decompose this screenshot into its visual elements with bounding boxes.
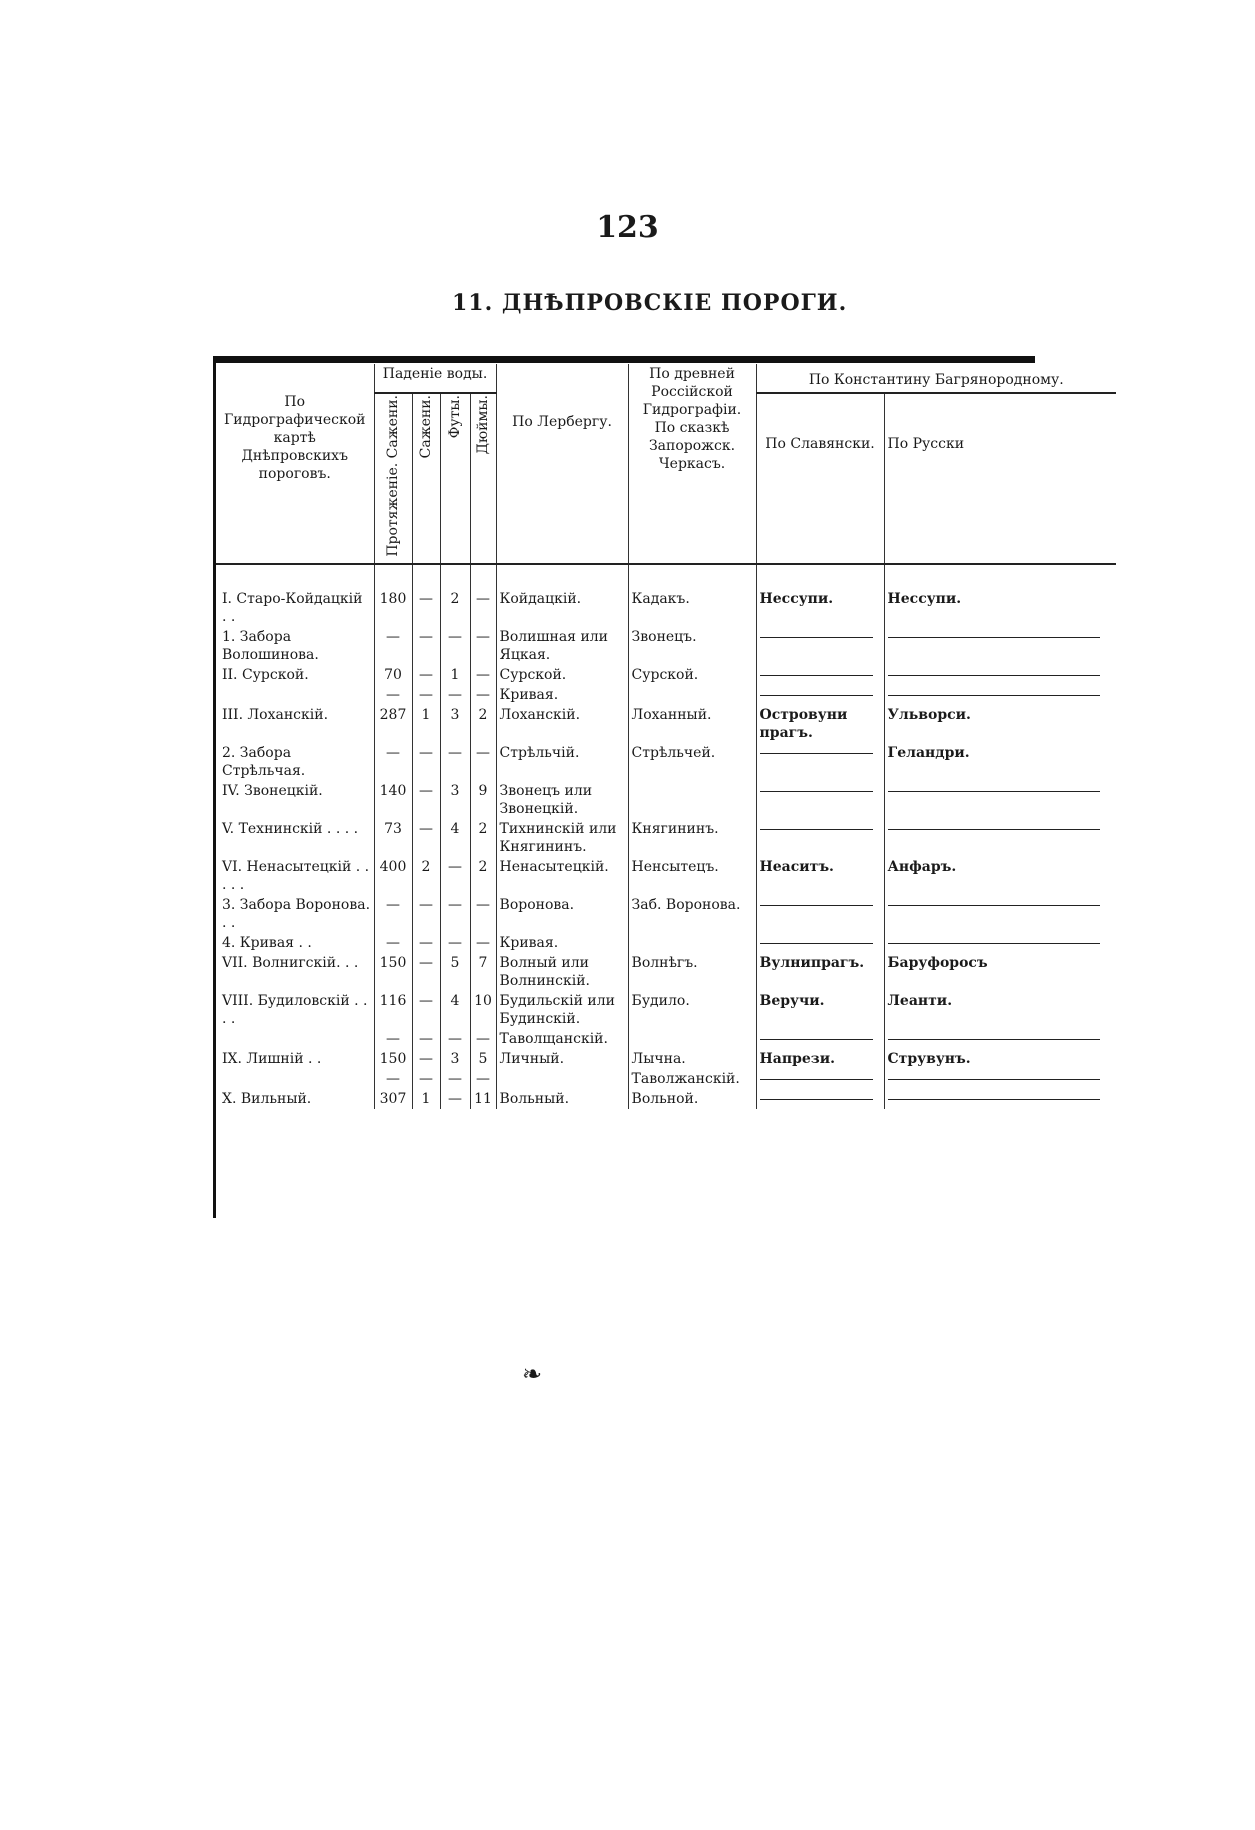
row-sazheni: — bbox=[412, 819, 440, 857]
row-slavonic: Островуни прагъ. bbox=[756, 705, 884, 743]
row-name: 3. Забора Воронова. . . bbox=[216, 895, 374, 933]
row-lerberg: Стрѣльчій. bbox=[496, 743, 628, 781]
row-sazheni: 1 bbox=[412, 1089, 440, 1109]
row-feet: — bbox=[440, 743, 470, 781]
row-ancient: Вольной. bbox=[628, 1089, 756, 1109]
row-length: — bbox=[374, 895, 412, 933]
row-inches: — bbox=[470, 933, 496, 953]
row-slavonic bbox=[756, 627, 884, 665]
row-length: 150 bbox=[374, 953, 412, 991]
row-ancient bbox=[628, 1029, 756, 1049]
row-inches: — bbox=[470, 743, 496, 781]
row-russian: Леанти. bbox=[887, 992, 953, 1009]
row-feet: — bbox=[440, 933, 470, 953]
row-russian: Ульворси. bbox=[887, 706, 971, 723]
row-ancient: Звонецъ. bbox=[628, 627, 756, 665]
row-russian bbox=[884, 1029, 1116, 1049]
row-lerberg: Кривая. bbox=[496, 685, 628, 705]
header-fall-group: Паденіе воды. bbox=[374, 364, 496, 393]
row-lerberg: Сурской. bbox=[496, 665, 628, 685]
row-name: 4. Кривая . . bbox=[216, 933, 374, 953]
table-row bbox=[216, 665, 1116, 685]
row-russian: Баруфоросъ bbox=[887, 954, 988, 971]
table-row bbox=[216, 933, 1116, 953]
blank-rule bbox=[760, 637, 874, 638]
header-konstantin-group bbox=[756, 364, 1116, 393]
row-ancient: Лоханный. bbox=[628, 705, 756, 743]
header-russian bbox=[884, 393, 1116, 564]
row-length: 180 bbox=[374, 589, 412, 627]
header-hydrographic-map bbox=[216, 364, 374, 564]
blank-rule bbox=[760, 829, 874, 830]
row-russian bbox=[884, 1089, 1116, 1109]
row-russian: Струвунъ. bbox=[887, 1050, 971, 1067]
blank-rule bbox=[760, 943, 874, 944]
row-russian bbox=[884, 933, 1116, 953]
row-ancient: Княгининъ. bbox=[628, 819, 756, 857]
row-inches: — bbox=[470, 665, 496, 685]
spacer-cell bbox=[470, 564, 496, 589]
row-inches: — bbox=[470, 685, 496, 705]
row-ancient: Стрѣльчей. bbox=[628, 743, 756, 781]
table-spacer-row bbox=[216, 564, 1116, 589]
table-row bbox=[216, 1069, 1116, 1089]
row-russian: Анфаръ. bbox=[887, 858, 957, 875]
blank-rule bbox=[760, 1079, 874, 1080]
row-inches: 2 bbox=[470, 705, 496, 743]
blank-rule bbox=[888, 675, 1100, 676]
row-sazheni: 1 bbox=[412, 705, 440, 743]
blank-rule bbox=[760, 1099, 874, 1100]
blank-rule bbox=[888, 905, 1100, 906]
header-length-text: Протяженіе. Сажени. bbox=[385, 395, 401, 557]
spacer-cell bbox=[412, 564, 440, 589]
row-slavonic bbox=[756, 1069, 884, 1089]
row-feet: — bbox=[440, 1029, 470, 1049]
table-row bbox=[216, 991, 1116, 1029]
header-konstantin-text: По Константину Багрянородному. bbox=[808, 372, 1064, 388]
row-name: I. Старо-Койдацкій . . bbox=[216, 589, 374, 627]
row-ancient: Лычна. bbox=[628, 1049, 756, 1069]
header-slavonic-text: По Славянски. bbox=[765, 436, 875, 452]
row-sazheni: — bbox=[412, 589, 440, 627]
blank-rule bbox=[888, 943, 1100, 944]
row-slavonic bbox=[756, 895, 884, 933]
row-lerberg: Ненасытецкій. bbox=[496, 857, 628, 895]
row-ancient bbox=[628, 933, 756, 953]
row-name: IX. Лишній . . bbox=[216, 1049, 374, 1069]
row-sazheni: — bbox=[412, 781, 440, 819]
row-russian: Геландри. bbox=[887, 744, 970, 761]
row-name bbox=[216, 1069, 374, 1089]
row-russian bbox=[884, 665, 1116, 685]
row-russian bbox=[884, 685, 1116, 705]
row-name: II. Сурской. bbox=[216, 665, 374, 685]
table-row bbox=[216, 819, 1116, 857]
blank-rule bbox=[760, 753, 874, 754]
row-sazheni: — bbox=[412, 685, 440, 705]
table-row bbox=[216, 685, 1116, 705]
row-inches: — bbox=[470, 627, 496, 665]
row-length: 150 bbox=[374, 1049, 412, 1069]
row-feet: — bbox=[440, 685, 470, 705]
blank-rule bbox=[888, 791, 1100, 792]
header-inches-text: Дюймы. bbox=[475, 395, 492, 455]
row-length: — bbox=[374, 743, 412, 781]
row-name: 1. Забора Волошинова. bbox=[216, 627, 374, 665]
table-row bbox=[216, 953, 1116, 991]
blank-rule bbox=[760, 695, 874, 696]
row-feet: 3 bbox=[440, 705, 470, 743]
row-lerberg: Волный или Волнинскій. bbox=[496, 953, 628, 991]
table-row bbox=[216, 705, 1116, 743]
row-ancient: Сурской. bbox=[628, 665, 756, 685]
blank-rule bbox=[888, 1039, 1100, 1040]
row-russian bbox=[884, 819, 1116, 857]
row-feet: 2 bbox=[440, 589, 470, 627]
row-ancient: Будило. bbox=[628, 991, 756, 1029]
row-sazheni: 2 bbox=[412, 857, 440, 895]
row-sazheni: — bbox=[412, 1049, 440, 1069]
row-ancient bbox=[628, 781, 756, 819]
row-name bbox=[216, 685, 374, 705]
table-row bbox=[216, 895, 1116, 933]
row-inches: 10 bbox=[470, 991, 496, 1029]
row-sazheni: — bbox=[412, 895, 440, 933]
spacer-cell bbox=[756, 564, 884, 589]
spacer-cell bbox=[216, 564, 374, 589]
header-inches bbox=[470, 393, 496, 564]
blank-rule bbox=[760, 675, 874, 676]
table-row bbox=[216, 1029, 1116, 1049]
table-row bbox=[216, 589, 1116, 627]
row-slavonic bbox=[756, 665, 884, 685]
row-inches: 5 bbox=[470, 1049, 496, 1069]
row-ancient bbox=[628, 685, 756, 705]
row-feet: 3 bbox=[440, 781, 470, 819]
blank-rule bbox=[760, 905, 874, 906]
row-feet: — bbox=[440, 857, 470, 895]
row-name: VIII. Будиловскій . . . . bbox=[216, 991, 374, 1029]
table-top-rule bbox=[213, 356, 1035, 363]
row-sazheni: — bbox=[412, 1069, 440, 1089]
row-russian bbox=[884, 781, 1116, 819]
row-inches: — bbox=[470, 895, 496, 933]
row-length: — bbox=[374, 1029, 412, 1049]
row-feet: 5 bbox=[440, 953, 470, 991]
header-lerberg bbox=[496, 364, 628, 564]
row-length: — bbox=[374, 685, 412, 705]
header-sazheni-text: Сажени. bbox=[418, 395, 434, 459]
row-length: 73 bbox=[374, 819, 412, 857]
row-russian bbox=[884, 895, 1116, 933]
row-feet: 4 bbox=[440, 991, 470, 1029]
table-row bbox=[216, 1049, 1116, 1069]
row-name: X. Вильный. bbox=[216, 1089, 374, 1109]
row-name: IV. Звонецкій. bbox=[216, 781, 374, 819]
header-ancient-text: По древней Россійской Гидрографіи. По сказкѣ Запорожск. Черкасъ. bbox=[642, 366, 742, 472]
row-feet: 1 bbox=[440, 665, 470, 685]
rapids-table bbox=[216, 364, 1116, 1109]
row-lerberg: Звонецъ или Звонецкій. bbox=[496, 781, 628, 819]
spacer-cell bbox=[496, 564, 628, 589]
row-slavonic bbox=[756, 819, 884, 857]
row-length: 400 bbox=[374, 857, 412, 895]
page-title: 11. ДНѢПРОВСКІЕ ПОРОГИ. bbox=[452, 290, 848, 316]
blank-rule bbox=[760, 1039, 874, 1040]
row-feet: — bbox=[440, 627, 470, 665]
ornament-mark: ❧ bbox=[522, 1360, 543, 1388]
row-feet: — bbox=[440, 1069, 470, 1089]
row-slavonic: Вулнипрагъ. bbox=[756, 953, 884, 991]
row-feet: — bbox=[440, 895, 470, 933]
table-row bbox=[216, 1089, 1116, 1109]
row-slavonic: Напрези. bbox=[756, 1049, 884, 1069]
header-hydrographic-map-text: По Гидрографической картѣ Днѣпровскихъ пороговъ. bbox=[224, 394, 366, 482]
blank-rule bbox=[760, 791, 874, 792]
row-russian: Нессупи. bbox=[887, 590, 962, 607]
rapids-table-container bbox=[213, 356, 1064, 1218]
row-lerberg: Личный. bbox=[496, 1049, 628, 1069]
row-name: VI. Ненасытецкій . . . . . bbox=[216, 857, 374, 895]
blank-rule bbox=[888, 637, 1100, 638]
row-sazheni: — bbox=[412, 953, 440, 991]
row-length: — bbox=[374, 1069, 412, 1089]
row-length: 116 bbox=[374, 991, 412, 1029]
page-number: 123 bbox=[596, 210, 659, 245]
row-feet: 3 bbox=[440, 1049, 470, 1069]
row-feet: — bbox=[440, 1089, 470, 1109]
row-inches: 9 bbox=[470, 781, 496, 819]
header-ancient bbox=[628, 364, 756, 564]
row-length: 307 bbox=[374, 1089, 412, 1109]
table-row bbox=[216, 627, 1116, 665]
row-length: 140 bbox=[374, 781, 412, 819]
row-sazheni: — bbox=[412, 627, 440, 665]
row-inches: 2 bbox=[470, 819, 496, 857]
row-name: 2. Забора Стрѣльчая. bbox=[216, 743, 374, 781]
row-length: 287 bbox=[374, 705, 412, 743]
blank-rule bbox=[888, 695, 1100, 696]
row-lerberg: Кривая. bbox=[496, 933, 628, 953]
row-ancient: Волнѣгъ. bbox=[628, 953, 756, 991]
header-russian-text: По Русски bbox=[887, 436, 965, 452]
row-length: 70 bbox=[374, 665, 412, 685]
row-name: VII. Волнигскій. . . bbox=[216, 953, 374, 991]
row-slavonic bbox=[756, 933, 884, 953]
row-inches: — bbox=[470, 1069, 496, 1089]
row-slavonic: Веручи. bbox=[756, 991, 884, 1029]
row-name: III. Лоханскій. bbox=[216, 705, 374, 743]
header-feet-text: Футы. bbox=[447, 395, 463, 439]
row-sazheni: — bbox=[412, 933, 440, 953]
row-russian bbox=[884, 1069, 1116, 1089]
row-ancient: Ненсытецъ. bbox=[628, 857, 756, 895]
row-ancient: Заб. Воронова. bbox=[628, 895, 756, 933]
row-lerberg: Тихнинскій или Княгининъ. bbox=[496, 819, 628, 857]
row-sazheni: — bbox=[412, 991, 440, 1029]
header-sazheni bbox=[412, 393, 440, 564]
row-slavonic bbox=[756, 781, 884, 819]
row-slavonic: Нессупи. bbox=[756, 589, 884, 627]
row-lerberg: Будильскій или Будинскій. bbox=[496, 991, 628, 1029]
row-sazheni: — bbox=[412, 743, 440, 781]
row-slavonic bbox=[756, 1029, 884, 1049]
row-name bbox=[216, 1029, 374, 1049]
row-lerberg: Койдацкій. bbox=[496, 589, 628, 627]
row-sazheni: — bbox=[412, 1029, 440, 1049]
row-length: — bbox=[374, 933, 412, 953]
blank-rule bbox=[888, 1079, 1100, 1080]
row-ancient: Кадакъ. bbox=[628, 589, 756, 627]
row-feet: 4 bbox=[440, 819, 470, 857]
row-lerberg bbox=[496, 1069, 628, 1089]
table-row bbox=[216, 781, 1116, 819]
row-lerberg: Волишная или Яцкая. bbox=[496, 627, 628, 665]
row-sazheni: — bbox=[412, 665, 440, 685]
row-inches: — bbox=[470, 589, 496, 627]
row-length: — bbox=[374, 627, 412, 665]
blank-rule bbox=[888, 829, 1100, 830]
row-inches: 7 bbox=[470, 953, 496, 991]
table-row bbox=[216, 743, 1116, 781]
spacer-cell bbox=[884, 564, 1116, 589]
blank-rule bbox=[888, 1099, 1100, 1100]
row-slavonic: Неаситъ. bbox=[756, 857, 884, 895]
row-russian bbox=[884, 627, 1116, 665]
row-inches: 11 bbox=[470, 1089, 496, 1109]
header-slavonic bbox=[756, 393, 884, 564]
header-length bbox=[374, 393, 412, 564]
table-row bbox=[216, 857, 1116, 895]
row-inches: 2 bbox=[470, 857, 496, 895]
row-slavonic bbox=[756, 685, 884, 705]
row-inches: — bbox=[470, 1029, 496, 1049]
row-lerberg: Воронова. bbox=[496, 895, 628, 933]
rapids-table-body bbox=[216, 564, 1116, 1109]
spacer-cell bbox=[440, 564, 470, 589]
row-slavonic bbox=[756, 743, 884, 781]
spacer-cell bbox=[628, 564, 756, 589]
row-name: V. Технинскій . . . . bbox=[216, 819, 374, 857]
row-slavonic bbox=[756, 1089, 884, 1109]
spacer-cell bbox=[374, 564, 412, 589]
header-lerberg-text: По Лербергу. bbox=[512, 414, 612, 430]
row-ancient: Таволжанскій. bbox=[628, 1069, 756, 1089]
row-lerberg: Таволщанскій. bbox=[496, 1029, 628, 1049]
row-lerberg: Вольный. bbox=[496, 1089, 628, 1109]
row-lerberg: Лоханскій. bbox=[496, 705, 628, 743]
header-feet bbox=[440, 393, 470, 564]
